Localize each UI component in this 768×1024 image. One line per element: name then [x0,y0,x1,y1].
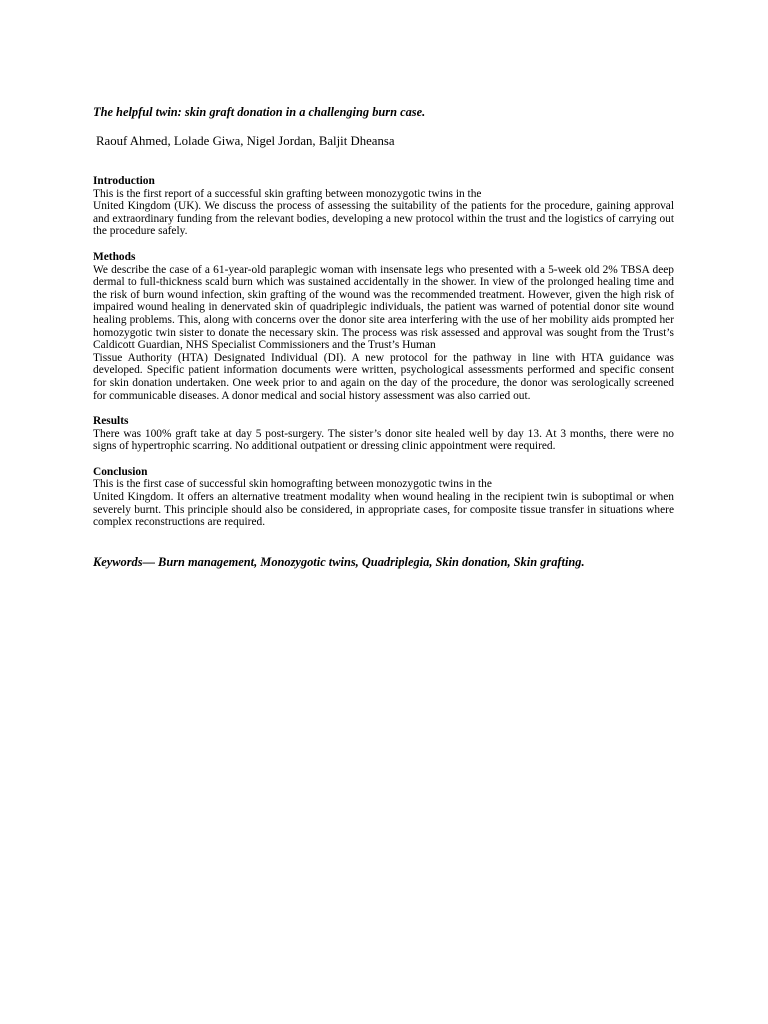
methods-text-paragraph-continued: Tissue Authority (HTA) Designated Individual (DI). A new protocol for the pathway in line with HTA guidance was developed. Specific patient information documents were written, psychological assessments performed and specific consent for skin donation undertaken. One week prior to and again on the day of the procedure, the donor was serologically screened for communicable diseases. A donor medical and social history assessment was also carried out. [93,351,674,402]
introduction-heading: Introduction [93,175,155,187]
conclusion-text-paragraph: United Kingdom. It offers an alternative treatment modality when wound healing in the recipient twin is suboptimal or when severely burnt. This principle should also be considered, in appropriate cases, for composite tissue transfer in situations where complex reconstructions are required. [93,491,674,529]
abstract-page [93,104,674,582]
introduction-text-paragraph: United Kingdom (UK). We discuss the process of assessing the suitability of the patients for the procedure, gaining approval and extraordinary funding from the relevant bodies, developing a new protocol within the trust and the logistics of carrying out the procedure safely. [93,200,674,238]
methods-section [93,251,674,402]
introduction-section [93,175,674,238]
results-text-paragraph: There was 100% graft take at day 5 post-surgery. The sister’s donor site healed well by day 13. At 3 months, there were no signs of hypertrophic scarring. No additional outpatient or dressing clinic appointment were required. [93,427,674,453]
methods-body [93,264,674,403]
introduction-text-line: This is the first report of a successful skin grafting between monozygotic twins in the [93,187,482,200]
results-heading: Results [93,415,129,428]
introduction-body [93,188,674,238]
paper-title: The helpful twin: skin graft donation in a challenging burn case. [93,105,426,119]
conclusion-body [93,478,674,528]
results-body [93,428,674,453]
conclusion-text-line: This is the first case of successful skin homografting between monozygotic twins in the [93,478,492,491]
keywords-line: Keywords— Burn management, Monozygotic twins, Quadriplegia, Skin donation, Skin grafting. [93,554,585,569]
results-section [93,415,674,453]
conclusion-section [93,466,674,529]
author-list: Raouf Ahmed, Lolade Giwa, Nigel Jordan, Baljit Dheansa [96,134,395,148]
methods-heading: Methods [93,250,136,263]
conclusion-heading: Conclusion [93,465,148,478]
methods-text-paragraph: We describe the case of a 61-year-old paraplegic woman with insensate legs who presented with a 5-week old 2% TBSA deep dermal to full-thickness scald burn which was sustained accidentally in the shower. In view of the prolonged healing time and the risk of burn wound infection, skin grafting of the wound was the recommended treatment. However, given the high risk of impaired wound healing in denervated skin of quadriplegic individuals, the patient was warned of potential donor site wound healing problems. This, along with concerns over the donor site area interfering with the use of her mobility aids prompted her homozygotic twin sister to donate the necessary skin. The process was risk assessed and approval was sought from the Trust’s Caldicott Guardian, NHS Specialist Commissioners and the Trust’s Human [93,263,674,352]
